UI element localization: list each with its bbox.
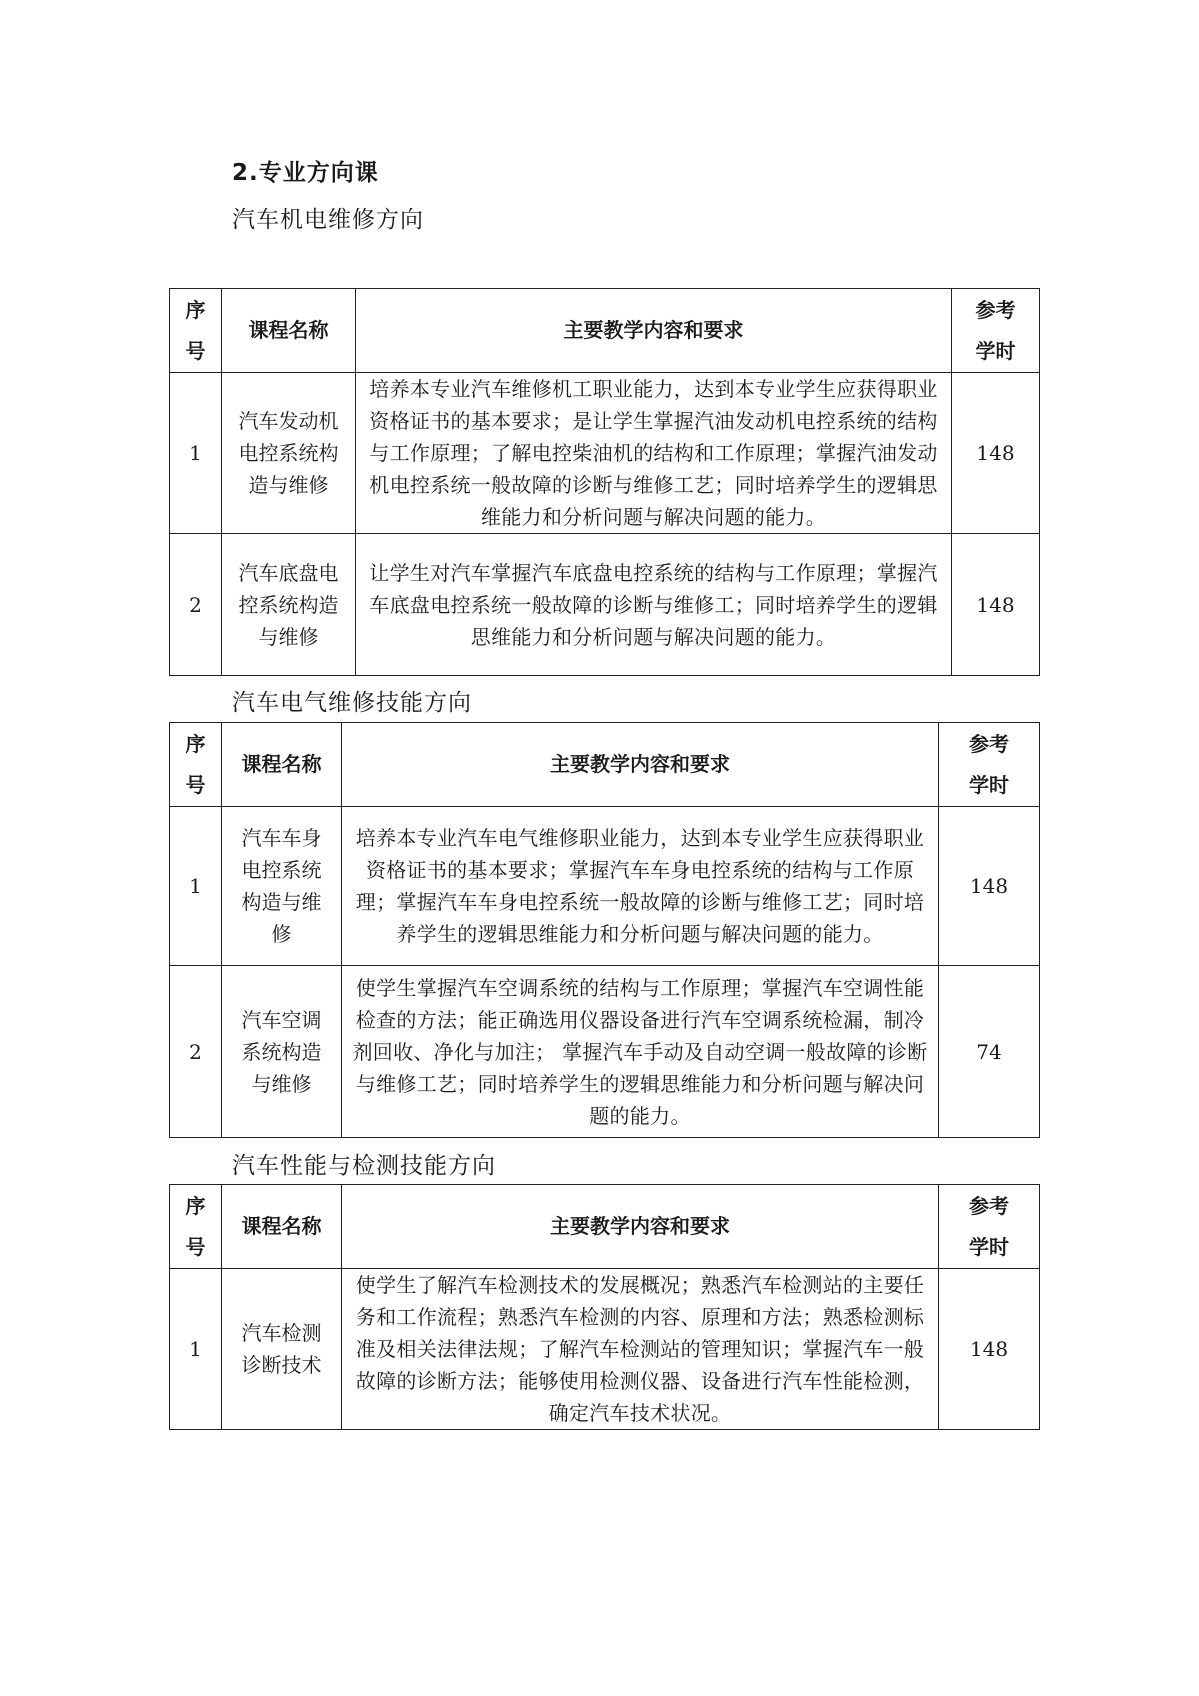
- cell-content: 培养本专业汽车电气维修职业能力，达到本专业学生应获得职业资格证书的基本要求；掌握汽车车身电控系统的结构与工作原理；掌握汽车车身电控系统一般故障的诊断与维修工艺；同时培养学生的逻辑思维能力和分析问题与解决问题的能力。: [342, 807, 939, 966]
- subtitle-performance-testing: 汽车性能与检测技能方向: [232, 1153, 496, 1179]
- header-no: 序 号: [170, 723, 222, 807]
- cell-content: 培养本专业汽车维修机工职业能力，达到本专业学生应获得职业资格证书的基本要求；是让学生掌握汽油发动机电控系统的结构与工作原理；了解电控柴油机的结构和工作原理；掌握汽油发动机电控系统一般故障的诊断与维修工艺；同时培养学生的逻辑思维能力和分析问题与解决问题的能力。: [356, 373, 952, 534]
- header-name: 课程名称: [222, 723, 342, 807]
- header-hours: 参考 学时: [939, 723, 1040, 807]
- cell-content: 让学生对汽车掌握汽车底盘电控系统的结构与工作原理；掌握汽车底盘电控系统一般故障的诊断与维修工；同时培养学生的逻辑思维能力和分析问题与解决问题的能力。: [356, 534, 952, 676]
- header-content: 主要教学内容和要求: [342, 723, 939, 807]
- header-hours: 参考 学时: [939, 1185, 1040, 1269]
- cell-no: 1: [170, 1269, 222, 1430]
- cell-hours: 148: [939, 807, 1040, 966]
- course-table-electrical: [169, 722, 1040, 1138]
- table-header-row: [170, 289, 1040, 373]
- cell-hours: 74: [939, 966, 1040, 1138]
- cell-hours: 148: [939, 1269, 1040, 1430]
- course-table-performance-testing: [169, 1184, 1040, 1430]
- table-header-row: [170, 1185, 1040, 1269]
- cell-course-name: 汽车检测诊断技术: [222, 1269, 342, 1430]
- header-content: 主要教学内容和要求: [342, 1185, 939, 1269]
- subtitle-electromechanical: 汽车机电维修方向: [232, 207, 424, 233]
- cell-no: 2: [170, 534, 222, 676]
- cell-no: 1: [170, 807, 222, 966]
- cell-course-name: 汽车空调系统构造与维修: [222, 966, 342, 1138]
- header-no: 序 号: [170, 289, 222, 373]
- section-title: 2.专业方向课: [232, 160, 379, 186]
- header-name: 课程名称: [222, 289, 356, 373]
- cell-content: 使学生了解汽车检测技术的发展概况；熟悉汽车检测站的主要任务和工作流程；熟悉汽车检测的内容、原理和方法；熟悉检测标准及相关法律法规；了解汽车检测站的管理知识；掌握汽车一般故障的诊断方法；能够使用检测仪器、设备进行汽车性能检测，确定汽车技术状况。: [342, 1269, 939, 1430]
- course-table-electromechanical: [169, 288, 1040, 676]
- table-row: [170, 966, 1040, 1138]
- table-row: [170, 534, 1040, 676]
- header-name: 课程名称: [222, 1185, 342, 1269]
- cell-content: 使学生掌握汽车空调系统的结构与工作原理；掌握汽车空调性能检查的方法；能正确选用仪器设备进行汽车空调系统检漏，制冷剂回收、净化与加注； 掌握汽车手动及自动空调一般故障的诊断与维修工艺；同时培养学生的逻辑思维能力和分析问题与解决问题的能力。: [342, 966, 939, 1138]
- cell-no: 2: [170, 966, 222, 1138]
- header-content: 主要教学内容和要求: [356, 289, 952, 373]
- cell-course-name: 汽车车身电控系统构造与维修: [222, 807, 342, 966]
- table-row: [170, 1269, 1040, 1430]
- table-row: [170, 373, 1040, 534]
- header-no: 序 号: [170, 1185, 222, 1269]
- table-header-row: [170, 723, 1040, 807]
- cell-course-name: 汽车底盘电控系统构造与维修: [222, 534, 356, 676]
- cell-hours: 148: [952, 373, 1040, 534]
- cell-course-name: 汽车发动机电控系统构造与维修: [222, 373, 356, 534]
- header-hours: 参考 学时: [952, 289, 1040, 373]
- cell-hours: 148: [952, 534, 1040, 676]
- subtitle-electrical: 汽车电气维修技能方向: [232, 690, 472, 716]
- cell-no: 1: [170, 373, 222, 534]
- table-row: [170, 807, 1040, 966]
